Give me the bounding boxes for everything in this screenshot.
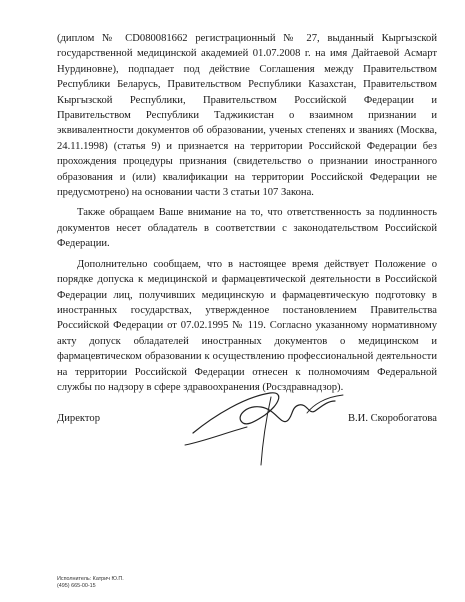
executor-footer	[57, 576, 124, 590]
paragraph-admission-regulation: Дополнительно сообщаем, что в настоящее время действует Положение о порядке допуска к медицинской и фармацевтической деятельности в Российской Федерации лиц, получивших медицинскую и фармацевтическую подготовку в иностранных государствах, утвержденное постановлением Правительства Российской Федерации от 07.02.1995 № 119. Согласно указанному нормативному акту допуск обладателей иностранных документов о медицинском и фармацевтическом образовании к осуществлению профессиональной деятельности на территории Российской Федерации отнесен к полномочиям Федеральной службы по надзору в сфере здравоохранения (Росздравнадзор).	[57, 258, 437, 393]
letter-body	[57, 31, 437, 395]
paragraph-diploma-recognition: (диплом № CD080081662 регистрационный № 27, выданный Кыргызской государственной медицинской академией 01.07.2008 г. на имя Дайтаевой Асмарт Нурдиновне), подпадает под действие Соглашения между Правительством Республики Беларусь, Правительством Республики Казахстан, Правительством Кыргызской Республики, Правительством Российской Федерации и Правительством Республики Таджикистан о взаимном признании и эквивалентности документов об образовании, ученых степенях и званиях (Москва, 24.11.1998) (статья 9) и признается на территории Российской Федерации без прохождения процедуры признания (свидетельство о признании иностранного образования и (или) квалификации на территории Российской Федерации не предусмотрено) на основании части 3 статьи 107 Закона.	[57, 33, 437, 199]
paragraph-authenticity: Также обращаем Ваше внимание на то, что ответственность за подлинность документов несет обладатель в соответствии с законодательством Российской Федерации.	[57, 207, 437, 250]
signer-role: Директор	[57, 413, 100, 424]
executor-name: Исполнитель: Катрич Ю.П.	[57, 576, 124, 582]
handwritten-signature	[175, 375, 375, 475]
signer-name: В.И. Скоробогатова	[347, 413, 437, 424]
executor-phone: (495) 665-00-15	[57, 583, 96, 589]
signature-block	[57, 413, 437, 503]
